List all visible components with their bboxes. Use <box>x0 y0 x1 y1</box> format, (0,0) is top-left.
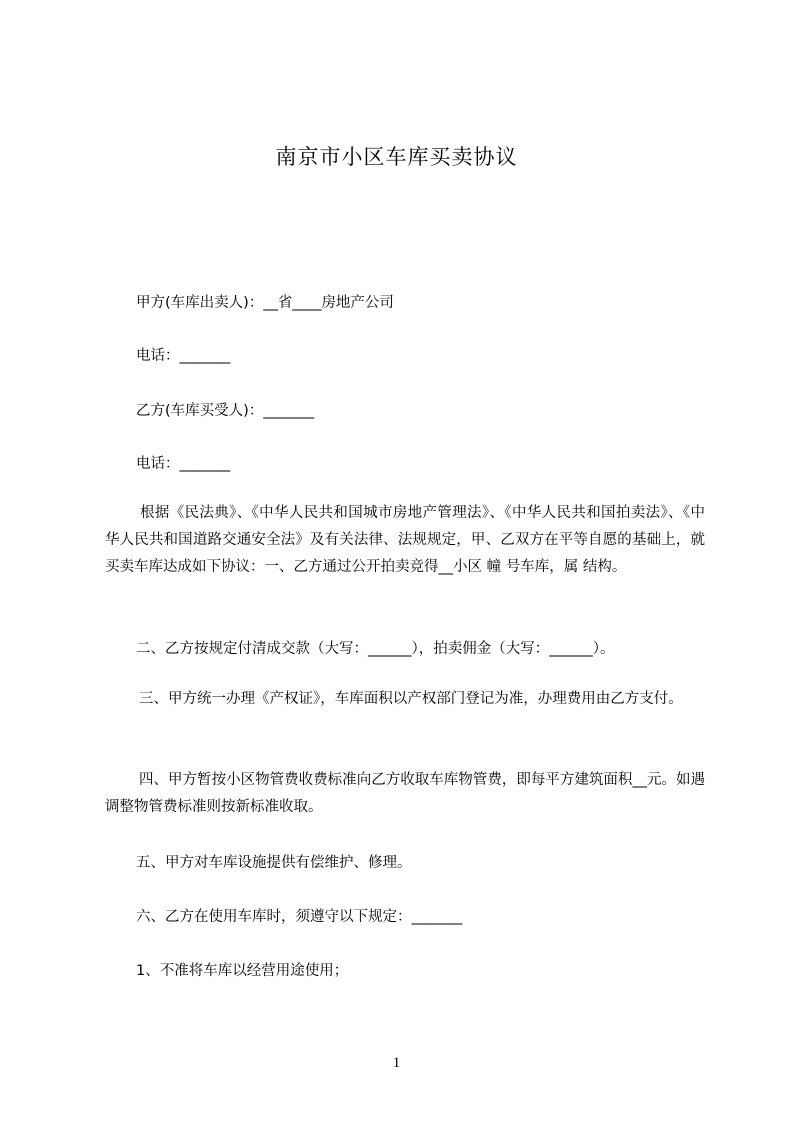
party-b-line: 乙方(车库买受人)：_______ <box>136 403 315 419</box>
clause-5: 五、甲方对车库设施提供有偿维护、修理。 <box>136 855 412 871</box>
clause-6: 六、乙方在使用车库时，须遵守以下规定：_______ <box>136 909 463 925</box>
phone-b-line: 电话：_______ <box>136 456 231 472</box>
phone-a-line: 电话：_______ <box>136 348 231 364</box>
clause-3: 三、甲方统一办理《产权证》，车库面积以产权部门登记为准，办理费用由乙方支付。 <box>139 691 683 707</box>
party-a-line: 甲方(车库出卖人)：__省____房地产公司 <box>136 295 394 311</box>
clause-2: 二、乙方按规定付清成交款（大写：______），拍卖佣金（大写：______）。 <box>136 641 615 657</box>
page-number: 1 <box>392 1055 401 1071</box>
clause-4: 四、甲方暂按小区物管费收费标准向乙方收取车库物管费，即每平方建筑面积__元。如遇调整物管费标准则按新标准收取。 <box>105 772 705 815</box>
clause-intro: 根据《民法典》、《中华人民共和国城市房地产管理法》、《中华人民共和国拍卖法》、《中华人民共和国道路交通安全法》及有关法律、法规规定，甲、乙双方在平等自愿的基础上，就买卖车库达成如下协议：一、乙方通过公开拍卖竞得__小区 幢 号车库，属 结构。 <box>105 505 705 575</box>
document-title: 南京市小区车库买卖协议 <box>275 145 518 169</box>
clause-6-item-1: 1、不准将车库以经营用途使用； <box>136 963 349 979</box>
